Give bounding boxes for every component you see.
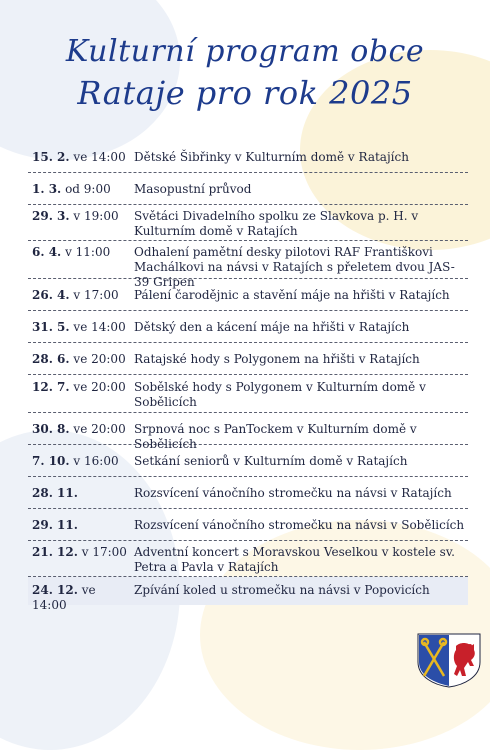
event-date: 21. 12. <box>32 545 78 559</box>
event-row <box>28 241 468 289</box>
event-date-cell <box>28 518 134 533</box>
event-time: v 16:00 <box>73 454 119 468</box>
event-description: Sobělské hody s Polygonem v Kulturním domě v Sobělicích <box>134 380 426 409</box>
event-row <box>28 445 468 477</box>
page-title-line-1: Kulturní program obce <box>65 34 425 69</box>
event-time: v 17:00 <box>81 545 127 559</box>
event-date: 24. 12. <box>32 583 78 597</box>
event-date-cell <box>28 150 134 165</box>
event-date-cell <box>28 380 134 395</box>
event-date-cell <box>28 320 134 335</box>
event-time: ve 14:00 <box>32 583 96 612</box>
event-date-cell <box>28 545 134 560</box>
event-date: 29. 11. <box>32 518 78 532</box>
event-date: 6. 4. <box>32 245 62 259</box>
event-schedule <box>28 145 468 612</box>
event-row <box>28 541 468 577</box>
event-description: Zpívání koled u stromečku na návsi v Popovicích <box>134 583 430 597</box>
event-row <box>28 311 468 343</box>
event-description: Pálení čarodějnic a stavění máje na hřišti v Ratajích <box>134 288 450 302</box>
event-description: Setkání seniorů v Kulturním domě v Ratajích <box>134 454 408 468</box>
event-date: 15. 2. <box>32 150 70 164</box>
event-date: 30. 8. <box>32 422 70 436</box>
event-date: 31. 5. <box>32 320 70 334</box>
event-date-cell <box>28 422 134 437</box>
event-row <box>28 509 468 541</box>
event-date-cell <box>28 245 134 260</box>
event-row <box>28 173 468 205</box>
municipal-coat-of-arms-icon <box>416 632 482 688</box>
event-date-cell <box>28 209 134 224</box>
event-row <box>28 375 468 413</box>
event-row <box>28 577 468 612</box>
event-row <box>28 477 468 509</box>
event-date-cell <box>28 486 134 501</box>
event-description: Dětský den a kácení máje na hřišti v Ratajích <box>134 320 410 334</box>
event-time: ve 20:00 <box>73 380 126 394</box>
event-time: ve 20:00 <box>73 352 126 366</box>
event-date: 28. 6. <box>32 352 70 366</box>
event-date-cell <box>28 454 134 469</box>
event-description: Světáci Divadelního spolku ze Slavkova p. H. v Kulturním domě v Ratajích <box>134 209 419 238</box>
event-date-cell <box>28 352 134 367</box>
event-time: v 11:00 <box>65 245 111 259</box>
event-date: 28. 11. <box>32 486 78 500</box>
event-description: Masopustní průvod <box>134 182 252 196</box>
event-date: 29. 3. <box>32 209 70 223</box>
event-date: 1. 3. <box>32 182 62 196</box>
event-date: 12. 7. <box>32 380 70 394</box>
event-row <box>28 343 468 375</box>
event-time: od 9:00 <box>65 182 111 196</box>
event-description: Ratajské hody s Polygonem na hřišti v Ratajích <box>134 352 420 366</box>
event-description: Srpnová noc s PanTockem v Kulturním domě v Sobělicích <box>134 422 417 451</box>
event-date: 26. 4. <box>32 288 70 302</box>
event-time: ve 20:00 <box>73 422 126 436</box>
event-row <box>28 205 468 241</box>
page-title-line-2: Rataje pro rok 2025 <box>77 74 413 112</box>
event-description: Rozsvícení vánočního stromečku na návsi v Sobělicích <box>134 518 465 532</box>
event-time: v 17:00 <box>73 288 119 302</box>
event-description: Dětské Šibřinky v Kulturním domě v Ratajích <box>134 150 409 164</box>
event-time: ve 14:00 <box>73 150 126 164</box>
event-row <box>28 413 468 451</box>
event-date-cell <box>28 583 134 613</box>
event-time: ve 14:00 <box>73 320 126 334</box>
event-date-cell <box>28 288 134 303</box>
event-date-cell <box>28 182 134 197</box>
event-date: 7. 10. <box>32 454 70 468</box>
event-row <box>28 279 468 311</box>
event-time: v 19:00 <box>73 209 119 223</box>
event-row <box>28 145 468 173</box>
event-description: Adventní koncert s Moravskou Veselkou v kostele sv. Petra a Pavla v Ratajích <box>134 545 455 574</box>
event-description: Odhalení pamětní desky pilotovi RAF Františkovi Machálkovi na návsi v Ratajích s přeletem dvou JAS-39 Gripen <box>134 245 455 289</box>
event-description: Rozsvícení vánočního stromečku na návsi v Ratajích <box>134 486 452 500</box>
